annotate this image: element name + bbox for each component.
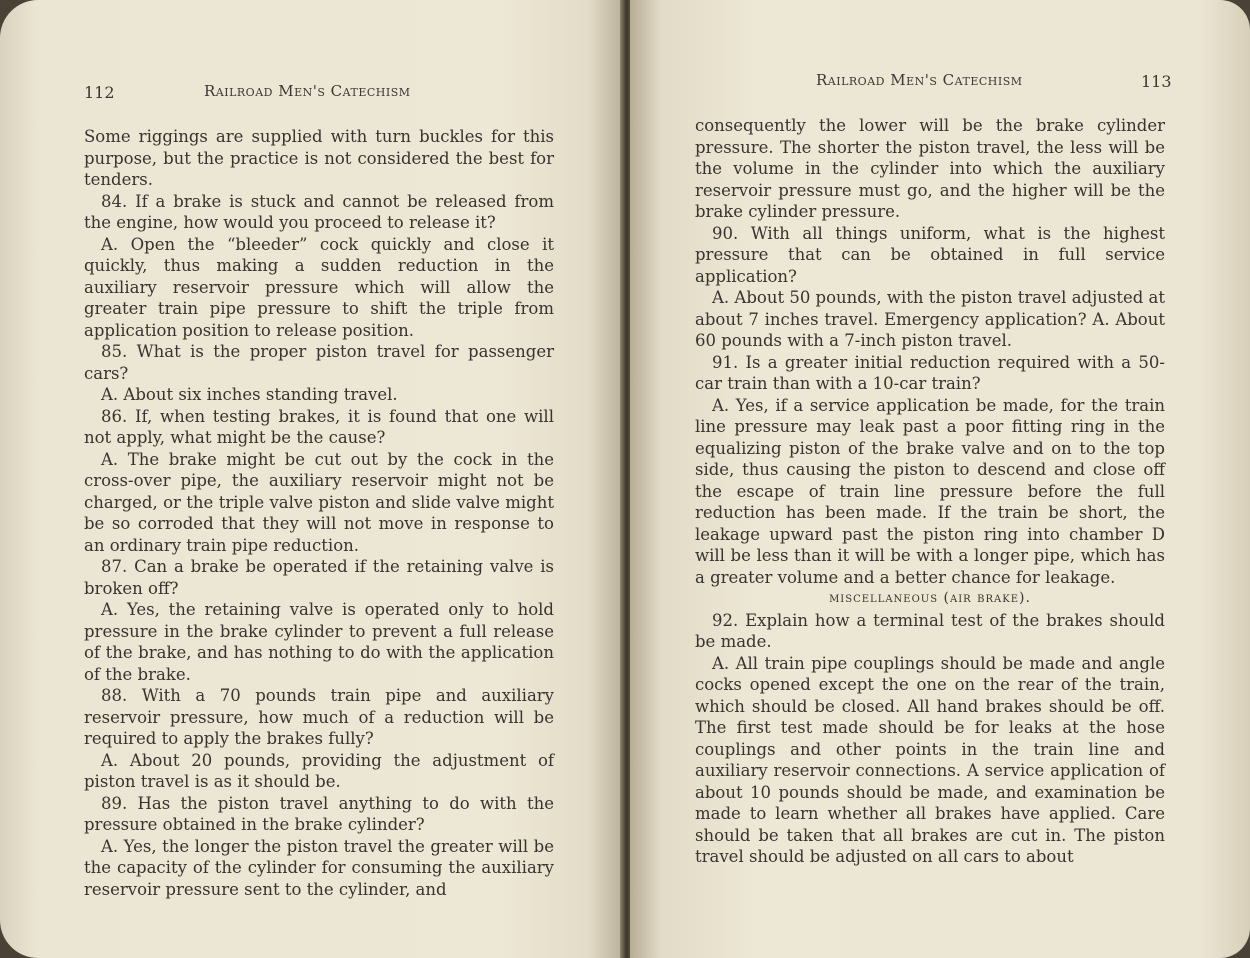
paragraph: A. Open the “bleeder” cock quickly and close it quickly, thus making a sudden reduction in the auxiliary reservoir pressure which will allow the greater train pipe pressure to shift the triple from application position to release position. — [84, 234, 554, 340]
paragraph: A. Yes, the retaining valve is operated only to hold pressure in the brake cylinder to prevent a full release of the brake, and has nothing to do with the application of the brake. — [84, 600, 554, 684]
paragraph: 92. Explain how a terminal test of the brakes should be made. — [695, 610, 1165, 651]
paragraph: 89. Has the piston travel anything to do with the pressure obtained in the brake cylinder? — [84, 793, 554, 834]
page-number: 112 — [84, 83, 115, 102]
right-page-text — [695, 115, 1165, 868]
section-heading: miscellaneous (air brake). — [829, 590, 1031, 606]
paragraph: A. About six inches standing travel. — [101, 385, 398, 404]
paragraph: 87. Can a brake be operated if the retaining valve is broken off? — [84, 557, 554, 598]
paragraph: A. Yes, if a service application be made, for the train line pressure may leak past a poor fitting ring in the equalizing piston of the brake valve and on to the top side, thus causing the piston to descend and close off the escape of train line pressure before the full reduction has been made. If the train be short, the leakage upward past the piston ring into chamber D will be less than it will be with a longer pipe, which has a greater volume and a better chance for leakage. — [695, 395, 1165, 587]
running-head: Railroad Men's Catechism — [816, 71, 1023, 89]
right-page — [630, 0, 1250, 958]
paragraph: A. About 50 pounds, with the piston travel adjusted at about 7 inches travel. Emergency application? A. About 60 pounds with a 7-inch piston travel. — [695, 288, 1165, 350]
left-page-text — [84, 126, 554, 900]
paragraph: 85. What is the proper piston travel for passenger cars? — [84, 342, 554, 383]
paragraph: 84. If a brake is stuck and cannot be released from the engine, how would you proceed to release it? — [84, 191, 554, 232]
paragraph: 91. Is a greater initial reduction required with a 50-car train than with a 10-car train? — [695, 352, 1165, 393]
paragraph: A. Yes, the longer the piston travel the greater will be the capacity of the cylinder for consuming the auxiliary reservoir pressure sent to the cylinder, and — [84, 836, 554, 899]
paragraph: 88. With a 70 pounds train pipe and auxiliary reservoir pressure, how much of a reduction will be required to apply the brakes fully? — [84, 686, 554, 748]
paragraph: A. All train pipe couplings should be made and angle cocks opened except the one on the rear of the train, which should be closed. All hand brakes should be off. The first test made should be for leaks at the hose couplings and other points in the train line and auxiliary reservoir connections. A service application of about 10 pounds should be made, and examination be made to learn whether all brakes have applied. Care should be taken that all brakes are cut in. The piston travel should be adjusted on all cars to about — [695, 653, 1165, 866]
paragraph: A. The brake might be cut out by the cock in the cross-over pipe, the auxiliary reservoir might not be charged, or the triple valve piston and slide valve might be so corroded that they will not move in response to an ordinary train pipe reduction. — [84, 449, 554, 555]
paragraph: 86. If, when testing brakes, it is found that one will not apply, what might be the cause? — [84, 406, 554, 447]
paragraph: consequently the lower will be the brake cylinder pressure. The shorter the piston travel, the less will be the volume in the cylinder into which the auxiliary reservoir pressure must go, and the higher will be the brake cylinder pressure. — [695, 116, 1165, 221]
paragraph: 90. With all things uniform, what is the highest pressure that can be obtained in full service application? — [695, 223, 1165, 286]
running-head: Railroad Men's Catechism — [204, 82, 411, 100]
paragraph: Some riggings are supplied with turn buckles for this purpose, but the practice is not considered the best for tenders. — [84, 127, 554, 189]
page-number: 113 — [1141, 72, 1172, 91]
paragraph: A. About 20 pounds, providing the adjustment of piston travel is as it should be. — [84, 750, 554, 791]
